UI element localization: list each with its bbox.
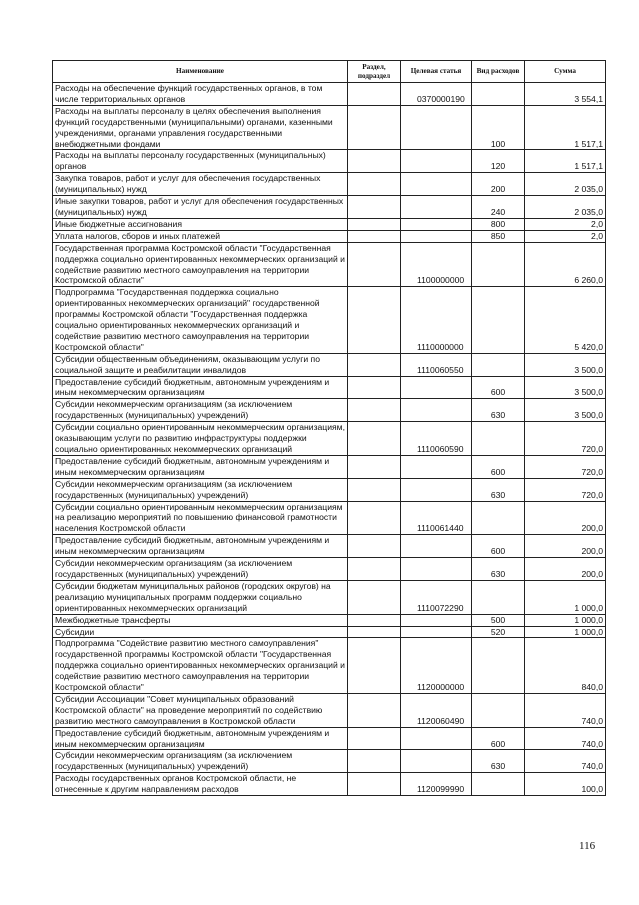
- row-name: Расходы на выплаты персоналу государственных (муниципальных) органов: [53, 150, 348, 173]
- row-section: [348, 242, 401, 287]
- header-name: Наименование: [53, 61, 348, 83]
- row-amount: 1 517,1: [525, 150, 606, 173]
- row-target: 1120000000: [401, 638, 472, 694]
- row-target: 1110060550: [401, 353, 472, 376]
- row-expense-type: [472, 287, 525, 353]
- table-row: [53, 535, 606, 558]
- row-name: Предоставление субсидий бюджетным, автономным учреждениям и иным некоммерческим организациям: [53, 376, 348, 399]
- row-target: [401, 478, 472, 501]
- row-name: Уплата налогов, сборов и иных платежей: [53, 230, 348, 242]
- row-section: [348, 478, 401, 501]
- table-row: [53, 242, 606, 287]
- row-amount: 2 035,0: [525, 196, 606, 219]
- row-expense-type: 630: [472, 558, 525, 581]
- row-target: 1110060590: [401, 422, 472, 456]
- table-row: [53, 455, 606, 478]
- table-row: [53, 727, 606, 750]
- row-name: Государственная программа Костромской области "Государственная поддержка социально ориентированных некоммерческих организаций и содействие развитию местного самоуправления на территории Костромской области": [53, 242, 348, 287]
- row-section: [348, 83, 401, 106]
- row-expense-type: [472, 83, 525, 106]
- row-name: Предоставление субсидий бюджетным, автономным учреждениям и иным некоммерческим организациям: [53, 727, 348, 750]
- budget-table: [52, 60, 606, 796]
- row-target: [401, 173, 472, 196]
- row-section: [348, 638, 401, 694]
- row-target: [401, 376, 472, 399]
- row-name: Субсидии бюджетам муниципальных районов (городских округов) на реализацию муниципальных программ поддержки социально ориентированных некоммерческих организаций: [53, 580, 348, 614]
- row-expense-type: [472, 580, 525, 614]
- row-expense-type: 120: [472, 150, 525, 173]
- row-amount: 740,0: [525, 727, 606, 750]
- table-row: [53, 558, 606, 581]
- header-section: Раздел, подраздел: [348, 61, 401, 83]
- row-target: 1120060490: [401, 693, 472, 727]
- row-name: Подпрограмма "Содействие развитию местного самоуправления" государственной программы Костромской области "Государственная поддержка социально ориентированных некоммерческих организаций и содействие развитию местного самоуправления на территории Костромской области": [53, 638, 348, 694]
- row-expense-type: [472, 501, 525, 535]
- row-section: [348, 558, 401, 581]
- row-amount: 720,0: [525, 478, 606, 501]
- table-row: [53, 773, 606, 796]
- row-name: Субсидии некоммерческим организациям (за исключением государственных (муниципальных) учреждений): [53, 478, 348, 501]
- row-expense-type: 630: [472, 478, 525, 501]
- row-section: [348, 218, 401, 230]
- row-target: 1120099990: [401, 773, 472, 796]
- row-name: Расходы на обеспечение функций государственных органов, в том числе территориальных органов: [53, 83, 348, 106]
- row-amount: 5 420,0: [525, 287, 606, 353]
- row-expense-type: 600: [472, 727, 525, 750]
- table-row: [53, 230, 606, 242]
- row-amount: 3 500,0: [525, 353, 606, 376]
- row-name: Межбюджетные трансферты: [53, 614, 348, 626]
- row-name: Субсидии социально ориентированным некоммерческим организациям на реализацию мероприятий по повышению финансовой грамотности населения Костромской области: [53, 501, 348, 535]
- row-amount: 840,0: [525, 638, 606, 694]
- row-amount: 200,0: [525, 501, 606, 535]
- table-row: [53, 376, 606, 399]
- table-row: [53, 626, 606, 638]
- table-row: [53, 150, 606, 173]
- row-section: [348, 580, 401, 614]
- row-name: Расходы государственных органов Костромской области, не отнесенные к другим направлениям расходов: [53, 773, 348, 796]
- row-section: [348, 376, 401, 399]
- row-name: Предоставление субсидий бюджетным, автономным учреждениям и иным некоммерческим организациям: [53, 535, 348, 558]
- row-amount: 3 500,0: [525, 376, 606, 399]
- row-name: Закупка товаров, работ и услуг для обеспечения государственных (муниципальных) нужд: [53, 173, 348, 196]
- row-section: [348, 535, 401, 558]
- row-section: [348, 614, 401, 626]
- row-section: [348, 287, 401, 353]
- row-amount: 1 000,0: [525, 614, 606, 626]
- row-name: Иные бюджетные ассигнования: [53, 218, 348, 230]
- table-row: [53, 693, 606, 727]
- row-section: [348, 173, 401, 196]
- row-expense-type: [472, 693, 525, 727]
- row-expense-type: 100: [472, 105, 525, 150]
- row-target: [401, 399, 472, 422]
- row-target: [401, 230, 472, 242]
- row-amount: 100,0: [525, 773, 606, 796]
- row-expense-type: 630: [472, 750, 525, 773]
- row-expense-type: [472, 242, 525, 287]
- row-section: [348, 399, 401, 422]
- row-name: Субсидии общественным объединениям, оказывающим услуги по социальной защите и реабилитации инвалидов: [53, 353, 348, 376]
- table-row: [53, 750, 606, 773]
- row-section: [348, 422, 401, 456]
- row-target: [401, 614, 472, 626]
- header-expense-type: Вид расходов: [472, 61, 525, 83]
- table-row: [53, 173, 606, 196]
- row-expense-type: 630: [472, 399, 525, 422]
- table-row: [53, 501, 606, 535]
- row-expense-type: 600: [472, 535, 525, 558]
- row-amount: 2,0: [525, 230, 606, 242]
- row-expense-type: 200: [472, 173, 525, 196]
- row-name: Субсидии некоммерческим организациям (за исключением государственных (муниципальных) учреждений): [53, 399, 348, 422]
- row-name: Предоставление субсидий бюджетным, автономным учреждениям и иным некоммерческим организациям: [53, 455, 348, 478]
- row-target: [401, 218, 472, 230]
- row-amount: 740,0: [525, 693, 606, 727]
- row-target: [401, 727, 472, 750]
- row-amount: 720,0: [525, 455, 606, 478]
- row-expense-type: 600: [472, 455, 525, 478]
- row-amount: 3 554,1: [525, 83, 606, 106]
- row-section: [348, 626, 401, 638]
- table-row: [53, 638, 606, 694]
- row-target: 1110061440: [401, 501, 472, 535]
- row-section: [348, 773, 401, 796]
- row-name: Субсидии: [53, 626, 348, 638]
- row-amount: 200,0: [525, 535, 606, 558]
- row-target: [401, 196, 472, 219]
- row-section: [348, 105, 401, 150]
- row-expense-type: 500: [472, 614, 525, 626]
- row-expense-type: [472, 773, 525, 796]
- row-expense-type: [472, 353, 525, 376]
- row-target: [401, 626, 472, 638]
- table-row: [53, 580, 606, 614]
- row-section: [348, 230, 401, 242]
- table-row: [53, 422, 606, 456]
- row-name: Субсидии некоммерческим организациям (за исключением государственных (муниципальных) учреждений): [53, 558, 348, 581]
- row-target: [401, 558, 472, 581]
- row-section: [348, 455, 401, 478]
- row-amount: 1 517,1: [525, 105, 606, 150]
- table-row: [53, 353, 606, 376]
- row-section: [348, 353, 401, 376]
- row-expense-type: 600: [472, 376, 525, 399]
- row-amount: 2 035,0: [525, 173, 606, 196]
- table-row: [53, 196, 606, 219]
- row-target: 1110072290: [401, 580, 472, 614]
- row-name: Подпрограмма "Государственная поддержка социально ориентированных некоммерческих организаций" государственной программы Костромской области "Государственная поддержка социально ориентированных некоммерческих организаций и содействие развитию местного самоуправления на территории Костромской области": [53, 287, 348, 353]
- table-row: [53, 399, 606, 422]
- row-amount: 1 000,0: [525, 626, 606, 638]
- row-name: Субсидии социально ориентированным некоммерческим организациям, оказывающим услуги по развитию инфраструктуры поддержки социально ориентированных некоммерческих организаций: [53, 422, 348, 456]
- header-amount: Сумма: [525, 61, 606, 83]
- table-row: [53, 287, 606, 353]
- row-amount: 1 000,0: [525, 580, 606, 614]
- table-row: [53, 478, 606, 501]
- row-target: [401, 105, 472, 150]
- row-expense-type: [472, 422, 525, 456]
- row-expense-type: 800: [472, 218, 525, 230]
- row-section: [348, 750, 401, 773]
- row-expense-type: 850: [472, 230, 525, 242]
- row-target: 0370000190: [401, 83, 472, 106]
- table-row: [53, 614, 606, 626]
- row-name: Субсидии некоммерческим организациям (за исключением государственных (муниципальных) учреждений): [53, 750, 348, 773]
- row-name: Субсидии Ассоциации "Совет муниципальных образований Костромской области" на проведение мероприятий по содействию развитию местного самоуправления в Костромской области: [53, 693, 348, 727]
- table-row: [53, 83, 606, 106]
- table-row: [53, 218, 606, 230]
- row-target: [401, 535, 472, 558]
- row-expense-type: 520: [472, 626, 525, 638]
- row-name: Расходы на выплаты персоналу в целях обеспечения выполнения функций государственными (муниципальными) органами, казенными учреждениями, органами управления государственными внебюджетными фондами: [53, 105, 348, 150]
- row-section: [348, 150, 401, 173]
- table-body: [53, 83, 606, 796]
- row-section: [348, 693, 401, 727]
- table-row: [53, 105, 606, 150]
- row-name: Иные закупки товаров, работ и услуг для обеспечения государственных (муниципальных) нужд: [53, 196, 348, 219]
- row-section: [348, 501, 401, 535]
- row-target: [401, 750, 472, 773]
- row-amount: 200,0: [525, 558, 606, 581]
- row-target: [401, 150, 472, 173]
- row-amount: 3 500,0: [525, 399, 606, 422]
- row-target: 1110000000: [401, 287, 472, 353]
- row-amount: 6 260,0: [525, 242, 606, 287]
- row-amount: 740,0: [525, 750, 606, 773]
- row-section: [348, 196, 401, 219]
- row-target: [401, 455, 472, 478]
- row-expense-type: [472, 638, 525, 694]
- header-target: Целевая статья: [401, 61, 472, 83]
- row-expense-type: 240: [472, 196, 525, 219]
- row-target: 1100000000: [401, 242, 472, 287]
- row-section: [348, 727, 401, 750]
- row-amount: 720,0: [525, 422, 606, 456]
- table-header-row: [53, 61, 606, 83]
- page-number: 116: [579, 840, 596, 852]
- row-amount: 2,0: [525, 218, 606, 230]
